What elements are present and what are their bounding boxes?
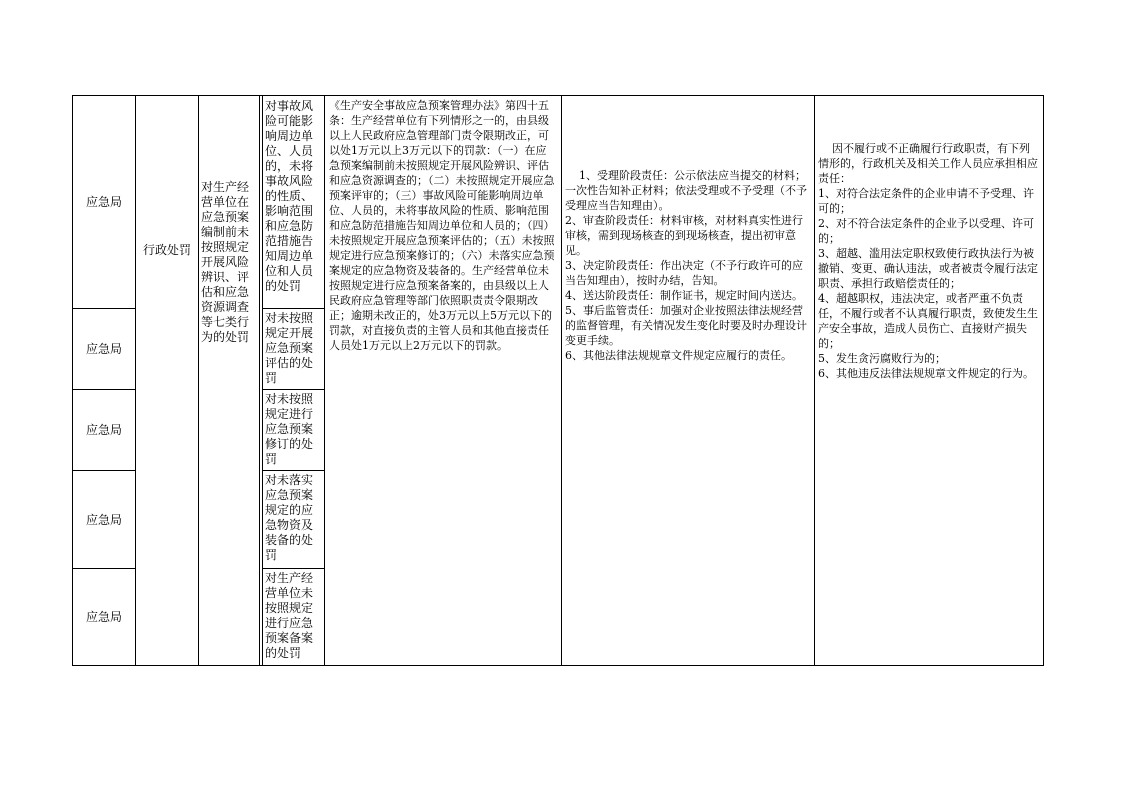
item-text: 对生产经营单位未按照规定进行应急预案备案的处罚 — [265, 571, 314, 660]
agency-label: 应急局 — [85, 512, 122, 527]
table-cell-item — [265, 311, 323, 386]
legal-basis-text: 《生产安全事故应急预案管理办法》第四十五条：生产经营单位有下列情形之一的，由县级以上人民政府应急管理部门责令限期改正，可以处1万元以上3万元以下的罚款：（一）在应急预案编制前未按照规定开展风险辨识、评估和应急资源调查的；（二）未按照规定开展应急预案评审的；（三）事故风险可能影响周边单位、人员的，未将事故风险的性质、影响范围和应急防范措施告知周边单位和人员的；（四）未按照规定开展应急预案评估的；（五）未按照规定进行应急预案修订的；（六）未落实应急预案规定的应急物资及装备的。生产经营单位未按照规定进行应急预案备案的，由县级以上人民政府应急管理等部门依照职责责令限期改正；逾期未改正的，处3万元以上5万元以下的罚款，对直接负责的主管人员和其他直接责任人员处1万元以上2万元以下的罚款。 — [329, 99, 555, 352]
table-cell-item — [265, 99, 323, 294]
table-cell-agency — [73, 96, 135, 308]
table-cell-accountability — [818, 126, 1040, 396]
table-cell-agency — [73, 569, 135, 665]
item-text: 对未落实应急预案规定的应急物资及装备的处罚 — [265, 473, 314, 562]
category-label: 行政处罚 — [142, 243, 191, 257]
agency-label: 应急局 — [85, 195, 122, 209]
table-cell-agency — [73, 471, 135, 568]
table-cell-item — [265, 473, 323, 563]
agency-label: 应急局 — [85, 342, 122, 356]
table-cell-legal-basis — [329, 98, 557, 353]
item-text: 对事故风险可能影响周边单位、人员的，未将事故风险的性质、影响范围和应急防范措施告知周边单位和人员的处罚 — [265, 99, 314, 293]
table-cell-item-group — [201, 180, 257, 345]
table-cell-agency — [73, 390, 135, 470]
item-text: 对未按照规定开展应急预案评估的处罚 — [265, 311, 314, 385]
table-cell-item — [265, 392, 323, 467]
table-cell-agency — [73, 309, 135, 389]
table-cell-item — [265, 571, 323, 661]
accountability-text: 因不履行或不正确履行行政职责，有下列情形的，行政机关及相关工作人员应承担相应责任： 1、对符合法定条件的企业申请不予受理、许可的； 2、对不符合法定条件的企业予以受理、许可的； 3、超越、滥用法定职权致使行政执法行为被撤销、变更、确认违法，或者被责令履行法定职责、承担行政赔偿责任的； 4、超越职权，违法决定，或者严重不负责任，不履行或者不认真履行职责，致使发生生产安全事故，造成人员伤亡、直接财产损失的； 5、发生贪污腐败行为的； 6、其他违反法律法规规章文件规定的行为。 — [818, 142, 1038, 380]
item-group-text: 对生产经营单位在应急预案编制前未按照规定开展风险辨识、评估和应急资源调查等七类行为的处罚 — [201, 180, 250, 344]
agency-label: 应急局 — [85, 423, 122, 437]
responsibility-text: 1、受理阶段责任：公示依法应当提交的材料；一次性告知补正材料；依法受理或不予受理（不予受理应当告知理由）。 2、审查阶段责任：材料审核，对材料真实性进行审核，需到现场核查的到现场核查，提出初审意见。 3、决定阶段责任：作出决定（不予行政许可的应当告知理由），按时办结，告知。 4、送达阶段责任：制作证书，规定时间内送达。 5、事后监管责任：加强对企业按照法律法规经营的监督管理，有关情况发生变化时要及时办理设计变更手续。 6、其他法律法规规章文件规定应履行的责任。 — [565, 169, 807, 362]
item-text: 对未按照规定进行应急预案修订的处罚 — [265, 392, 314, 466]
table-cell-responsibility — [565, 153, 811, 378]
table-cell-category — [136, 96, 198, 404]
agency-label: 应急局 — [85, 610, 122, 624]
